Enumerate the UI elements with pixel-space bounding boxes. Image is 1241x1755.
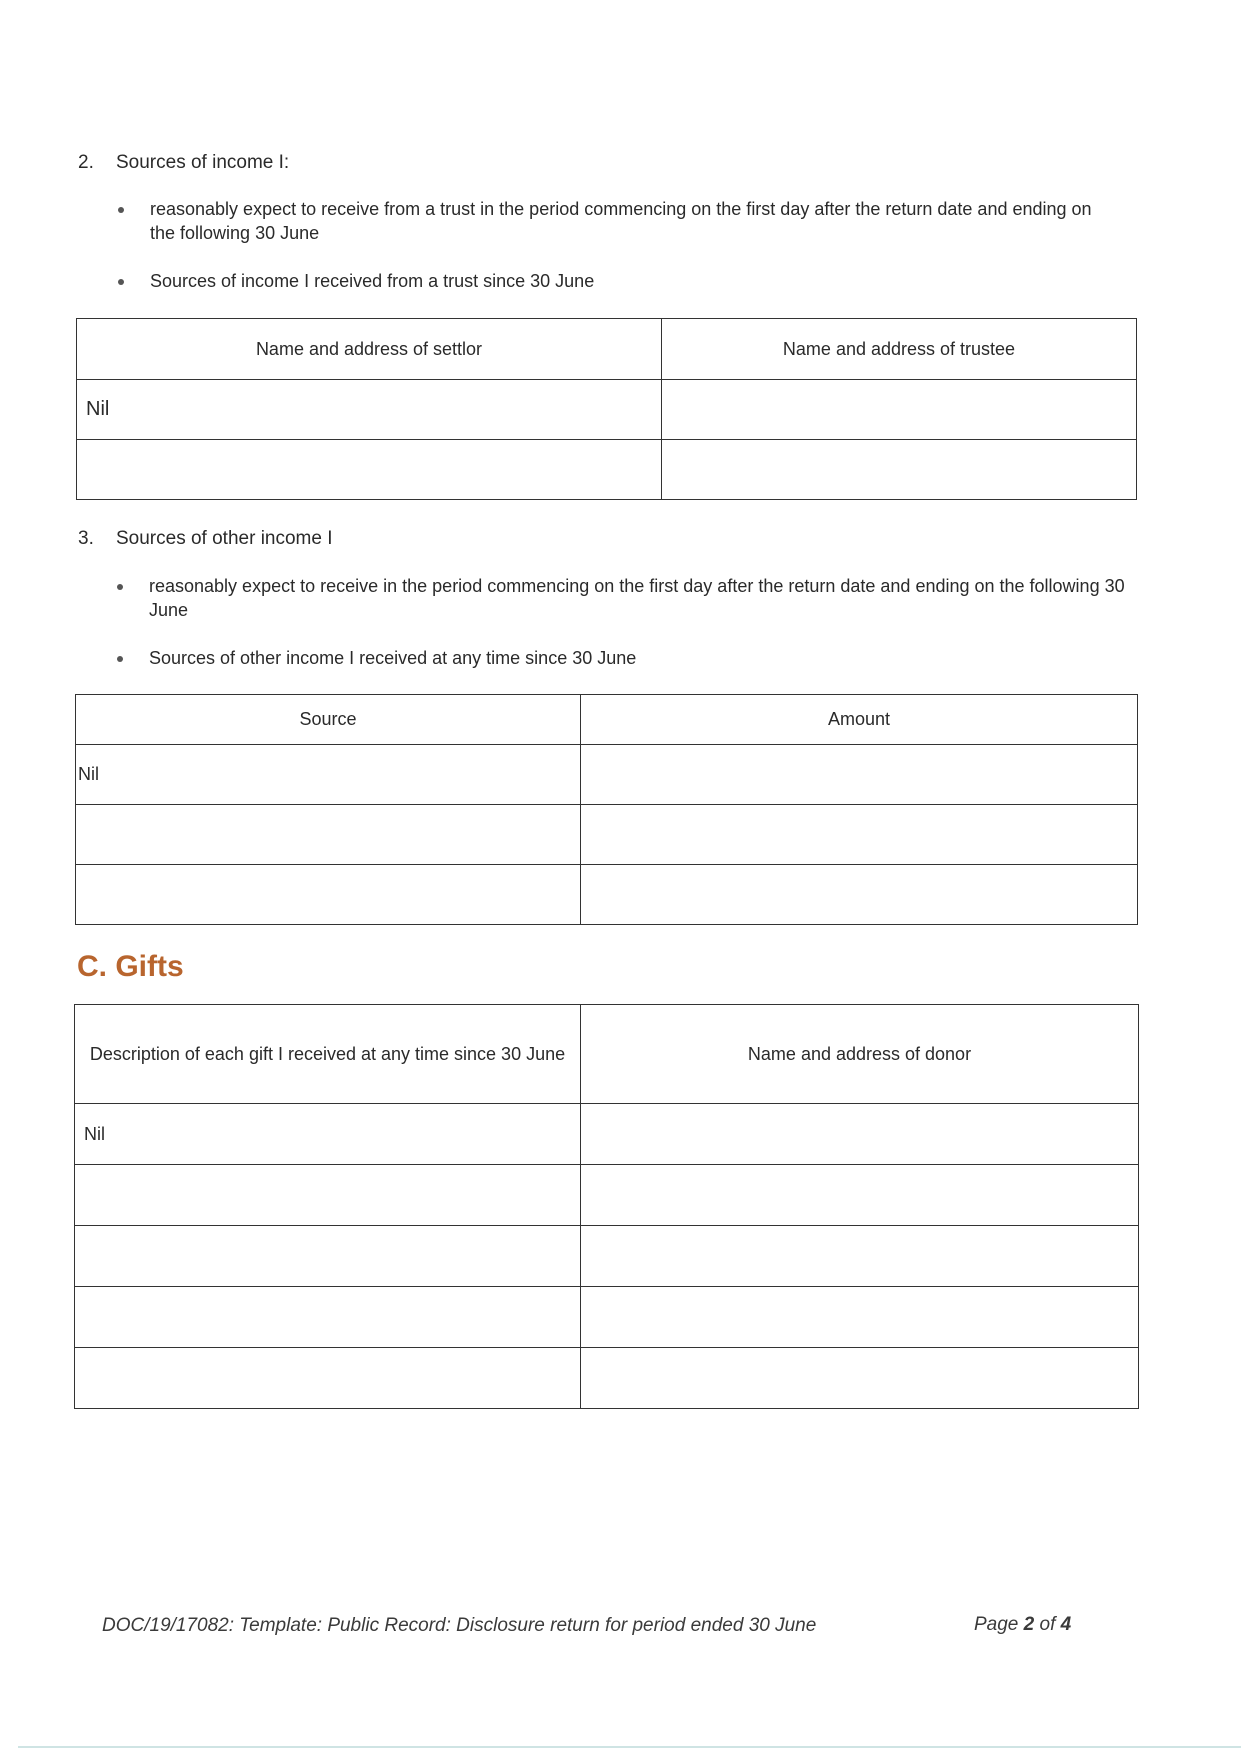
- section-3-heading: [78, 528, 333, 550]
- section-3-bullet-1: [117, 574, 1127, 622]
- table-cell: [75, 1348, 581, 1409]
- section-2-bullet-2: [118, 269, 1118, 293]
- table-row: [76, 805, 1138, 865]
- table-cell: [581, 1287, 1139, 1348]
- settlor-header: Name and address of settlor: [77, 319, 662, 380]
- bullet-icon: [118, 279, 124, 285]
- bullet-text: Sources of income I received from a trust since 30 June: [150, 271, 595, 291]
- table-row: [75, 1165, 1139, 1226]
- bullet-text: reasonably expect to receive from a trust in the period commencing on the first day after the return date and ending on the following 30 June: [150, 199, 1092, 243]
- table-cell: [581, 1104, 1139, 1165]
- section-2-number: 2.: [78, 152, 94, 173]
- source-header: Source: [76, 695, 581, 745]
- other-income-table: [75, 694, 1138, 925]
- table-cell: Nil: [77, 380, 662, 440]
- table-cell: [77, 440, 662, 500]
- table-cell: [662, 380, 1137, 440]
- table-cell: Nil: [75, 1104, 581, 1165]
- bullet-text: Sources of other income I received at any time since 30 June: [149, 648, 637, 668]
- bullet-icon: [117, 656, 123, 662]
- footer-page-number: [974, 1614, 1071, 1636]
- gifts-section-title: C. Gifts: [77, 950, 184, 983]
- table-cell: [581, 865, 1138, 925]
- table-cell: [75, 1226, 581, 1287]
- page-current: 2: [1023, 1614, 1035, 1635]
- table-row: [75, 1348, 1139, 1409]
- donor-header: Name and address of donor: [581, 1005, 1139, 1104]
- bullet-icon: [117, 584, 123, 590]
- table-row: [75, 1104, 1139, 1165]
- section-3-bullet-2: [117, 646, 1127, 670]
- table-cell: [76, 805, 581, 865]
- page-prefix: Page: [974, 1614, 1024, 1635]
- gift-description-header: Description of each gift I received at any time since 30 June: [75, 1005, 581, 1104]
- table-row: [76, 745, 1138, 805]
- section-3-number: 3.: [78, 528, 94, 549]
- table-cell: [581, 1165, 1139, 1226]
- table-cell: [662, 440, 1137, 500]
- trust-income-table: [76, 318, 1137, 500]
- table-row: [75, 1226, 1139, 1287]
- table-row: [75, 1287, 1139, 1348]
- table-cell: [581, 1226, 1139, 1287]
- table-cell: [75, 1287, 581, 1348]
- table-row: [77, 380, 1137, 440]
- table-header-row: [77, 319, 1137, 380]
- table-cell: [581, 805, 1138, 865]
- gifts-table: [74, 1004, 1139, 1409]
- page-mid: of: [1034, 1614, 1061, 1635]
- page-bottom-rule: [18, 1746, 1241, 1748]
- table-row: [77, 440, 1137, 500]
- section-2-heading: [78, 152, 289, 174]
- amount-header: Amount: [581, 695, 1138, 745]
- table-cell: [76, 865, 581, 925]
- bullet-text: reasonably expect to receive in the period commencing on the first day after the return date and ending on the following 30 June: [149, 576, 1125, 620]
- table-header-row: [76, 695, 1138, 745]
- table-cell: [581, 1348, 1139, 1409]
- page-total: 4: [1060, 1614, 1072, 1635]
- table-cell: Nil: [76, 745, 581, 805]
- section-2-title: Sources of income I:: [116, 152, 290, 173]
- footer-doc-reference: DOC/19/17082: Template: Public Record: Disclosure return for period ended 30 June: [102, 1615, 817, 1636]
- table-row: [76, 865, 1138, 925]
- table-cell: [75, 1165, 581, 1226]
- table-cell: [581, 745, 1138, 805]
- section-2-bullet-1: [118, 197, 1118, 245]
- table-header-row: [75, 1005, 1139, 1104]
- trustee-header: Name and address of trustee: [662, 319, 1137, 380]
- bullet-icon: [118, 207, 124, 213]
- section-3-title: Sources of other income I: [116, 528, 333, 549]
